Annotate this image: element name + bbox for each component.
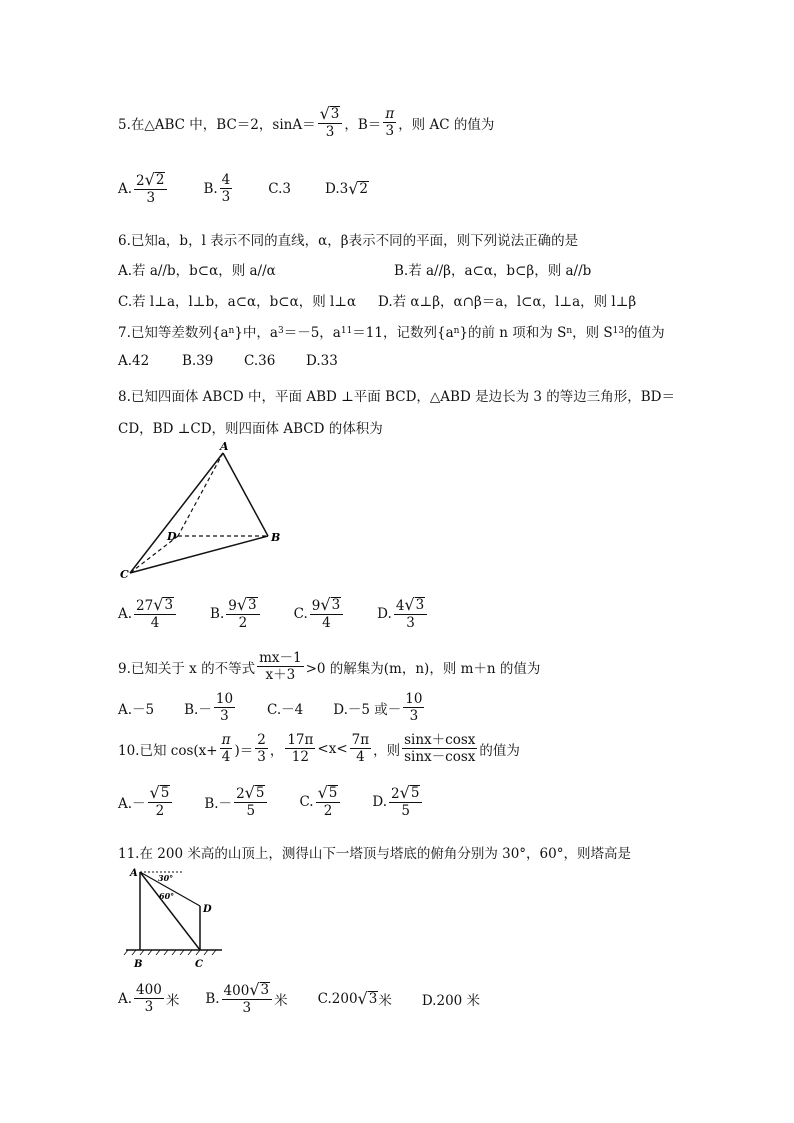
- sight-line-ac: [140, 872, 200, 950]
- trig-expression-fraction: $\frac{\sin x+\cos x}{\sin x-\cos x}$: [404, 732, 476, 766]
- q11-options: [118, 982, 480, 1015]
- q8-stem-line2: CD，BD ⊥CD，则四面体 ABCD 的体积为: [118, 421, 383, 437]
- label-b: B: [271, 531, 281, 544]
- q8-stem-line1: 8.已知四面体 ABCD 中，平面 ABD ⊥平面 BCD，△ABD 是边长为 3 的等边三角形，BD＝: [118, 389, 676, 405]
- q11-option-c: C.200 √ 3 米: [317, 988, 392, 1009]
- q9-options: [118, 692, 426, 723]
- q9-option-a: A.－5: [118, 701, 155, 718]
- q7-option-b: B.39: [182, 353, 214, 369]
- q10-options: [118, 785, 424, 818]
- q6-option-a: A.若 a//b，b⊂α，则 a//α: [118, 263, 276, 279]
- q9-option-c: C.－4: [267, 701, 304, 718]
- q5-options: [118, 172, 369, 205]
- q5-option-c: C.3: [268, 180, 291, 197]
- angle-60-label: 60°: [159, 891, 175, 901]
- q11-option-b: B. 400 √ 3 3 米: [205, 980, 288, 1017]
- q8-options: [118, 597, 429, 630]
- q7-option-d: D.33: [306, 353, 338, 369]
- sinA-fraction: √ 3 3: [318, 106, 343, 139]
- label-a: A: [220, 440, 229, 453]
- q9-option-d: D.－5 或－ $\frac{10}{3}$: [333, 691, 423, 725]
- q5-stem: 5.在△ABC 中，BC＝2，sinA＝ √ 3 3 ，B＝ $\frac{\pi}{3}$ ，则 AC 的值为: [118, 104, 495, 141]
- tetrahedron-figure: [118, 440, 298, 585]
- label-c: C: [120, 568, 129, 581]
- label-a: A: [130, 868, 138, 879]
- angle-30-label: 30°: [158, 873, 174, 883]
- q11-option-a: A. $\frac{400}{3}$ 米: [118, 982, 180, 1016]
- q9-stem: 9.已知关于 x 的不等式 $\frac{mx-1}{x+3}$ >0 的解集为(m，n)，则 m＋n 的值为: [118, 650, 541, 684]
- inequality-fraction: $\frac{mx-1}{x+3}$: [259, 650, 302, 684]
- edge-ad: [178, 453, 223, 536]
- q7-option-a: A.42: [118, 353, 150, 369]
- q6-option-d: D.若 α⊥β，α∩β＝a，l⊂α，l⊥a，则 l⊥β: [378, 294, 637, 310]
- label-c: C: [195, 959, 203, 970]
- q11-option-d: D.200 米: [421, 992, 481, 1009]
- q9-option-b: B.－ $\frac{10}{3}$: [184, 691, 234, 725]
- q8-option-c: C. 9 √ 3 4: [294, 597, 346, 630]
- q5-text: 5.在△ABC 中，BC＝2，sinA＝: [118, 116, 316, 133]
- label-b: B: [134, 959, 143, 970]
- edge-ab: [223, 453, 268, 536]
- q7-option-c: C.36: [244, 353, 276, 369]
- q6-option-b: B.若 a//β，a⊂α，b⊂β，则 a//b: [394, 263, 592, 279]
- q10-stem: 10.已知 cos(x+ $\frac{\pi}{4}$ )＝ $\frac{2}{3}$ ， $\frac{17\pi}{12}$ <x< $\frac{7\pi}{4}$ ，则 $\frac{\sin x+\cos x}{\sin x-\cos x}$ 的值为: [118, 732, 520, 766]
- q6-option-c: C.若 l⊥a，l⊥b，a⊂α，b⊂α，则 l⊥α: [118, 294, 357, 310]
- label-d: D: [203, 904, 212, 915]
- q10-option-c: C. √ 5 2: [299, 785, 342, 818]
- q8-option-a: A. 27 √ 3 4: [118, 597, 178, 630]
- q5-option-a: A. 2 √ 2 3: [118, 172, 169, 205]
- tower-figure: [122, 866, 232, 970]
- q10-option-d: D. 2 √ 5 5: [372, 785, 424, 818]
- q7-stem: 7.已知等差数列{a n }中，a 3 ＝－5，a 11 ＝11，记数列{a n }的前 n 项和为 S n ，则 S 13 的值为: [118, 325, 665, 341]
- label-d: D: [167, 530, 177, 543]
- edge-cb: [130, 536, 268, 573]
- q8-option-b: B. 9 √ 3 2: [210, 597, 262, 630]
- q5-option-d: D.3 √ 2: [324, 178, 369, 198]
- edge-ac: [130, 453, 223, 573]
- q10-option-a: A.－ √ 5 2: [118, 785, 174, 818]
- q8-option-d: D. 4 √ 3 3: [377, 597, 429, 630]
- q11-stem: 11.在 200 米高的山顶上，测得山下一塔顶与塔底的俯角分别为 30°，60°，则塔高是: [118, 846, 631, 862]
- q6-stem: 6.已知a，b，l 表示不同的直线，α，β表示不同的平面，则下列说法正确的是: [118, 233, 579, 249]
- q10-option-b: B.－ 2 √ 5 5: [204, 785, 269, 818]
- angle-B-fraction: $\frac{\pi}{3}$: [385, 106, 395, 140]
- q5-option-b: B. $\frac{4}{3}$: [203, 172, 231, 206]
